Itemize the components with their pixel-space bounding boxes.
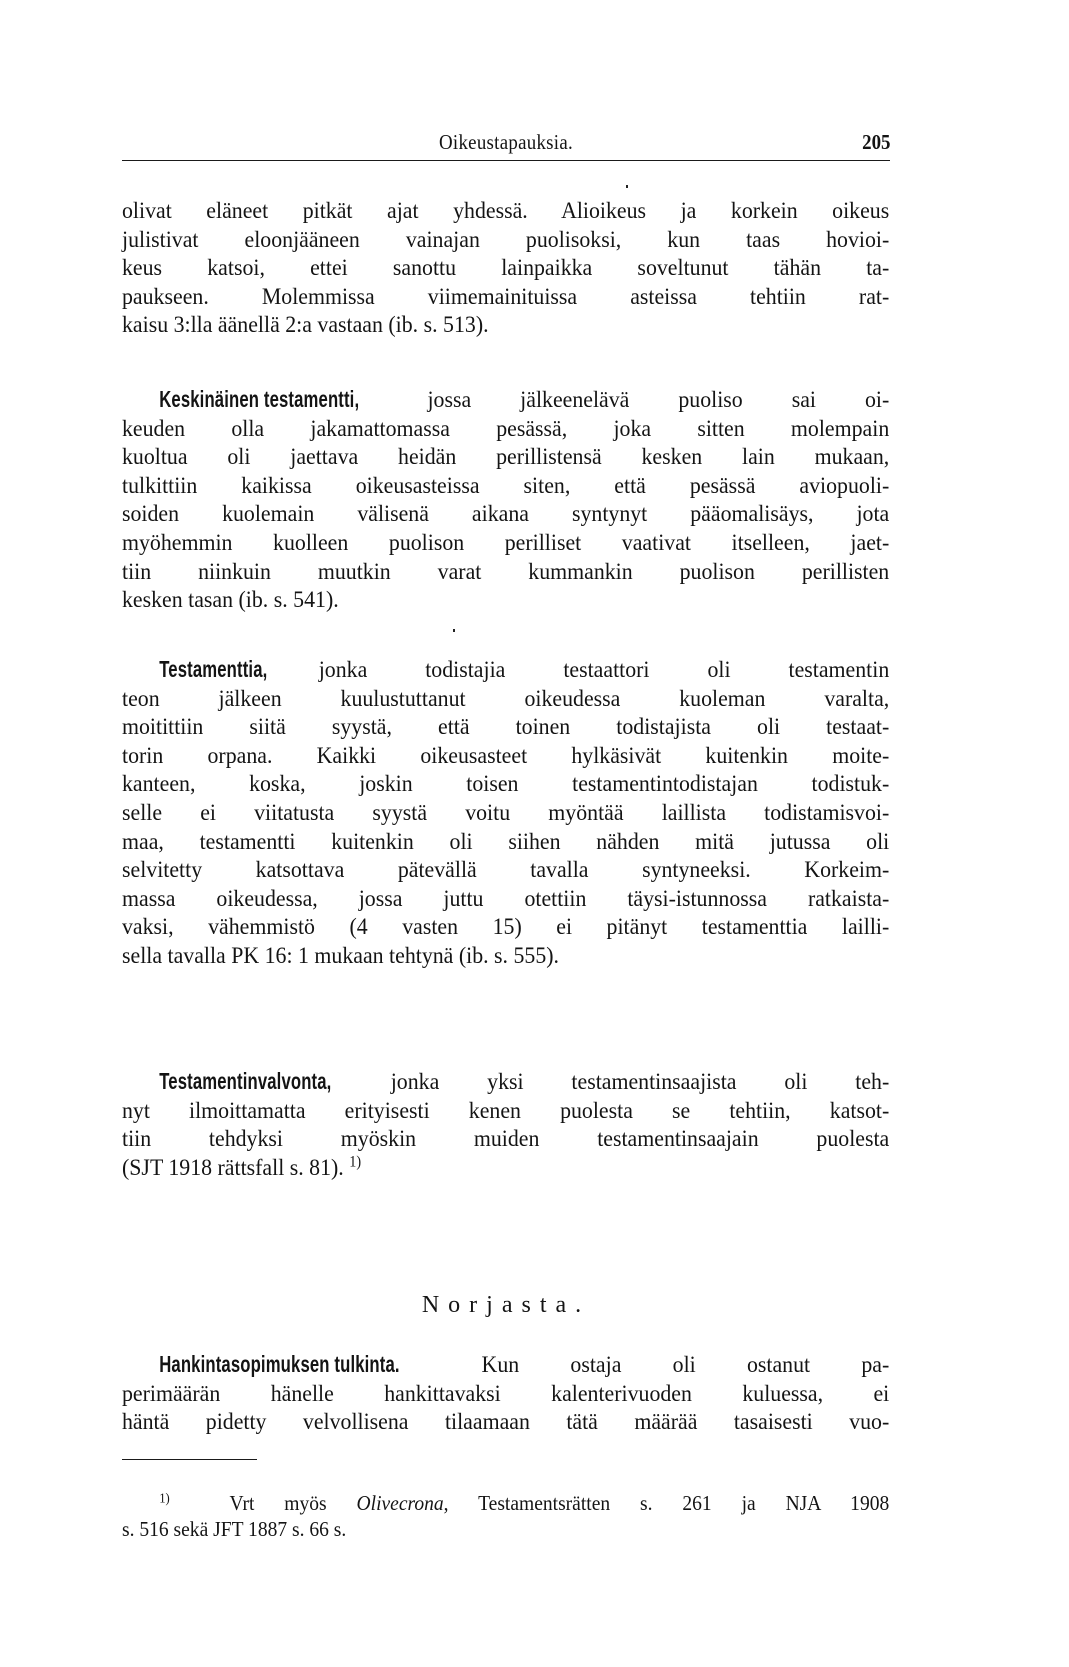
text-line: olivat eläneet pitkät ajat yhdessä. Alioikeus ja korkein oikeus xyxy=(122,198,890,224)
text-run: jonka yksi testamentinsaajista oli teh- xyxy=(390,1069,890,1095)
text-line: julistivat eloonjääneen vainajan puolisoksi, kun taas hovioi- xyxy=(122,226,890,253)
text-run: jonka todistajia testaattori oli testamentin xyxy=(318,657,890,683)
text-line: kanteen, koska, joskin toisen testamentintodistajan todistuk- xyxy=(122,771,890,798)
text-line: keuden olla jakamattomassa pesässä, joka sitten molempain xyxy=(122,415,890,442)
paragraph-continuation xyxy=(122,197,890,340)
header-rule xyxy=(122,160,890,161)
section-heading: Norjasta. xyxy=(421,1292,591,1318)
text-line: maa, testamentti kuitenkin oli siihen nähden mitä jutussa oli xyxy=(122,828,890,855)
paragraph-lead: Hankintasopimuksen tulkinta. xyxy=(159,1351,400,1377)
text-line xyxy=(122,1154,889,1183)
paragraph-lead: Testamenttia, xyxy=(159,656,268,682)
text-line xyxy=(122,1067,889,1097)
paragraph-hankintasopimuksen-tulkinta xyxy=(122,1350,890,1437)
text-line: häntä pidetty velvollisena tilaamaan tätä määrää tasaisesti vuo- xyxy=(122,1409,890,1436)
text-line: teon jälkeen kuulustuttanut oikeudessa kuoleman varalta, xyxy=(122,685,890,712)
text-line: torin orpana. Kaikki oikeusasteet hylkäsivät kuitenkin moite- xyxy=(122,742,890,769)
text-line: tiin niinkuin muutkin varat kummankin puolison perillisten xyxy=(122,558,890,585)
paragraph-testamenttia xyxy=(122,655,890,971)
paragraph-lead: Keskinäinen testamentti, xyxy=(159,386,360,412)
text-line: kaisu 3:lla äänellä 2:a vastaan (ib. s. 513). xyxy=(122,312,489,339)
running-title: Oikeustapauksia. xyxy=(439,130,573,154)
text-line: kesken tasan (ib. s. 541). xyxy=(122,587,339,614)
text-run: jossa jälkeenelävä puoliso sai oi- xyxy=(427,387,890,413)
paragraph-lead: Testamentinvalvonta, xyxy=(159,1068,332,1094)
text-line: perimäärän hänelle hankittavaksi kalenterivuoden kuluessa, ei xyxy=(122,1380,890,1407)
footnote-line xyxy=(122,1490,889,1516)
text-line: keus katsoi, ettei sanottu lainpaikka soveltunut tähän ta- xyxy=(122,255,890,282)
text-line: moitittiin siitä syystä, että toinen todistajista oli testaat- xyxy=(122,714,890,741)
text-line: tulkittiin kaikissa oikeusasteissa siten, että pesässä aviopuoli- xyxy=(122,472,890,499)
text-run: Kun ostaja oli ostanut pa- xyxy=(481,1352,890,1378)
print-speck xyxy=(626,185,628,188)
print-speck xyxy=(453,629,455,632)
text-line: tiin tehdyksi myöskin muiden testamentinsaajain puolesta xyxy=(122,1126,890,1153)
footnote-author: Olivecrona xyxy=(356,1491,444,1515)
text-line: selle ei viitatusta syystä voitu myöntää laillista todistamisvoi- xyxy=(122,799,890,826)
text-line: selvitetty katsottava pätevällä tavalla syntyneeksi. Korkeim- xyxy=(122,857,890,884)
text-line: massa oikeudessa, jossa juttu otettiin täysi-istunnossa ratkaista- xyxy=(122,885,890,912)
footnote-marker: 1) xyxy=(159,1490,170,1506)
footnotes xyxy=(122,1490,890,1542)
text-run: (SJT 1918 rättsfall s. 81). xyxy=(122,1154,344,1181)
text-line xyxy=(122,1350,889,1380)
page-number: 205 xyxy=(861,130,890,154)
text-line: nyt ilmoittamatta erityisesti kenen puolesta se tehtiin, katsot- xyxy=(122,1097,890,1124)
text-line: paukseen. Molemmissa viimemainituissa asteissa tehtiin rat- xyxy=(122,283,890,310)
paragraph-keskinainen-testamentti xyxy=(122,385,890,615)
footnote-line: s. 516 sekä JFT 1887 s. 66 s. xyxy=(122,1517,347,1541)
text-line: soiden kuolemain välisenä aikana syntynyt pääomalisäys, jota xyxy=(122,501,890,528)
text-line: vaksi, vähemmistö (4 vasten 15) ei pitänyt testamenttia lailli- xyxy=(122,914,890,941)
text-line: sella tavalla PK 16: 1 mukaan tehtynä (ib. s. 555). xyxy=(122,942,560,969)
running-head xyxy=(122,130,890,162)
footnote-rule xyxy=(122,1459,257,1460)
text-line xyxy=(122,385,889,415)
paragraph-testamentinvalvonta xyxy=(122,1067,890,1182)
footnote-text: , Testamentsrätten s. 261 ja NJA 1908 xyxy=(443,1491,890,1515)
text-line: myöhemmin kuolleen puolison perilliset vaativat itselleen, jaet- xyxy=(122,529,890,556)
footnote-reference[interactable]: 1) xyxy=(349,1153,362,1171)
footnote-text: Vrt myös xyxy=(229,1491,357,1515)
text-line xyxy=(122,655,889,685)
text-line: kuoltua oli jaettava heidän perillistensä kesken lain mukaan, xyxy=(122,444,890,471)
